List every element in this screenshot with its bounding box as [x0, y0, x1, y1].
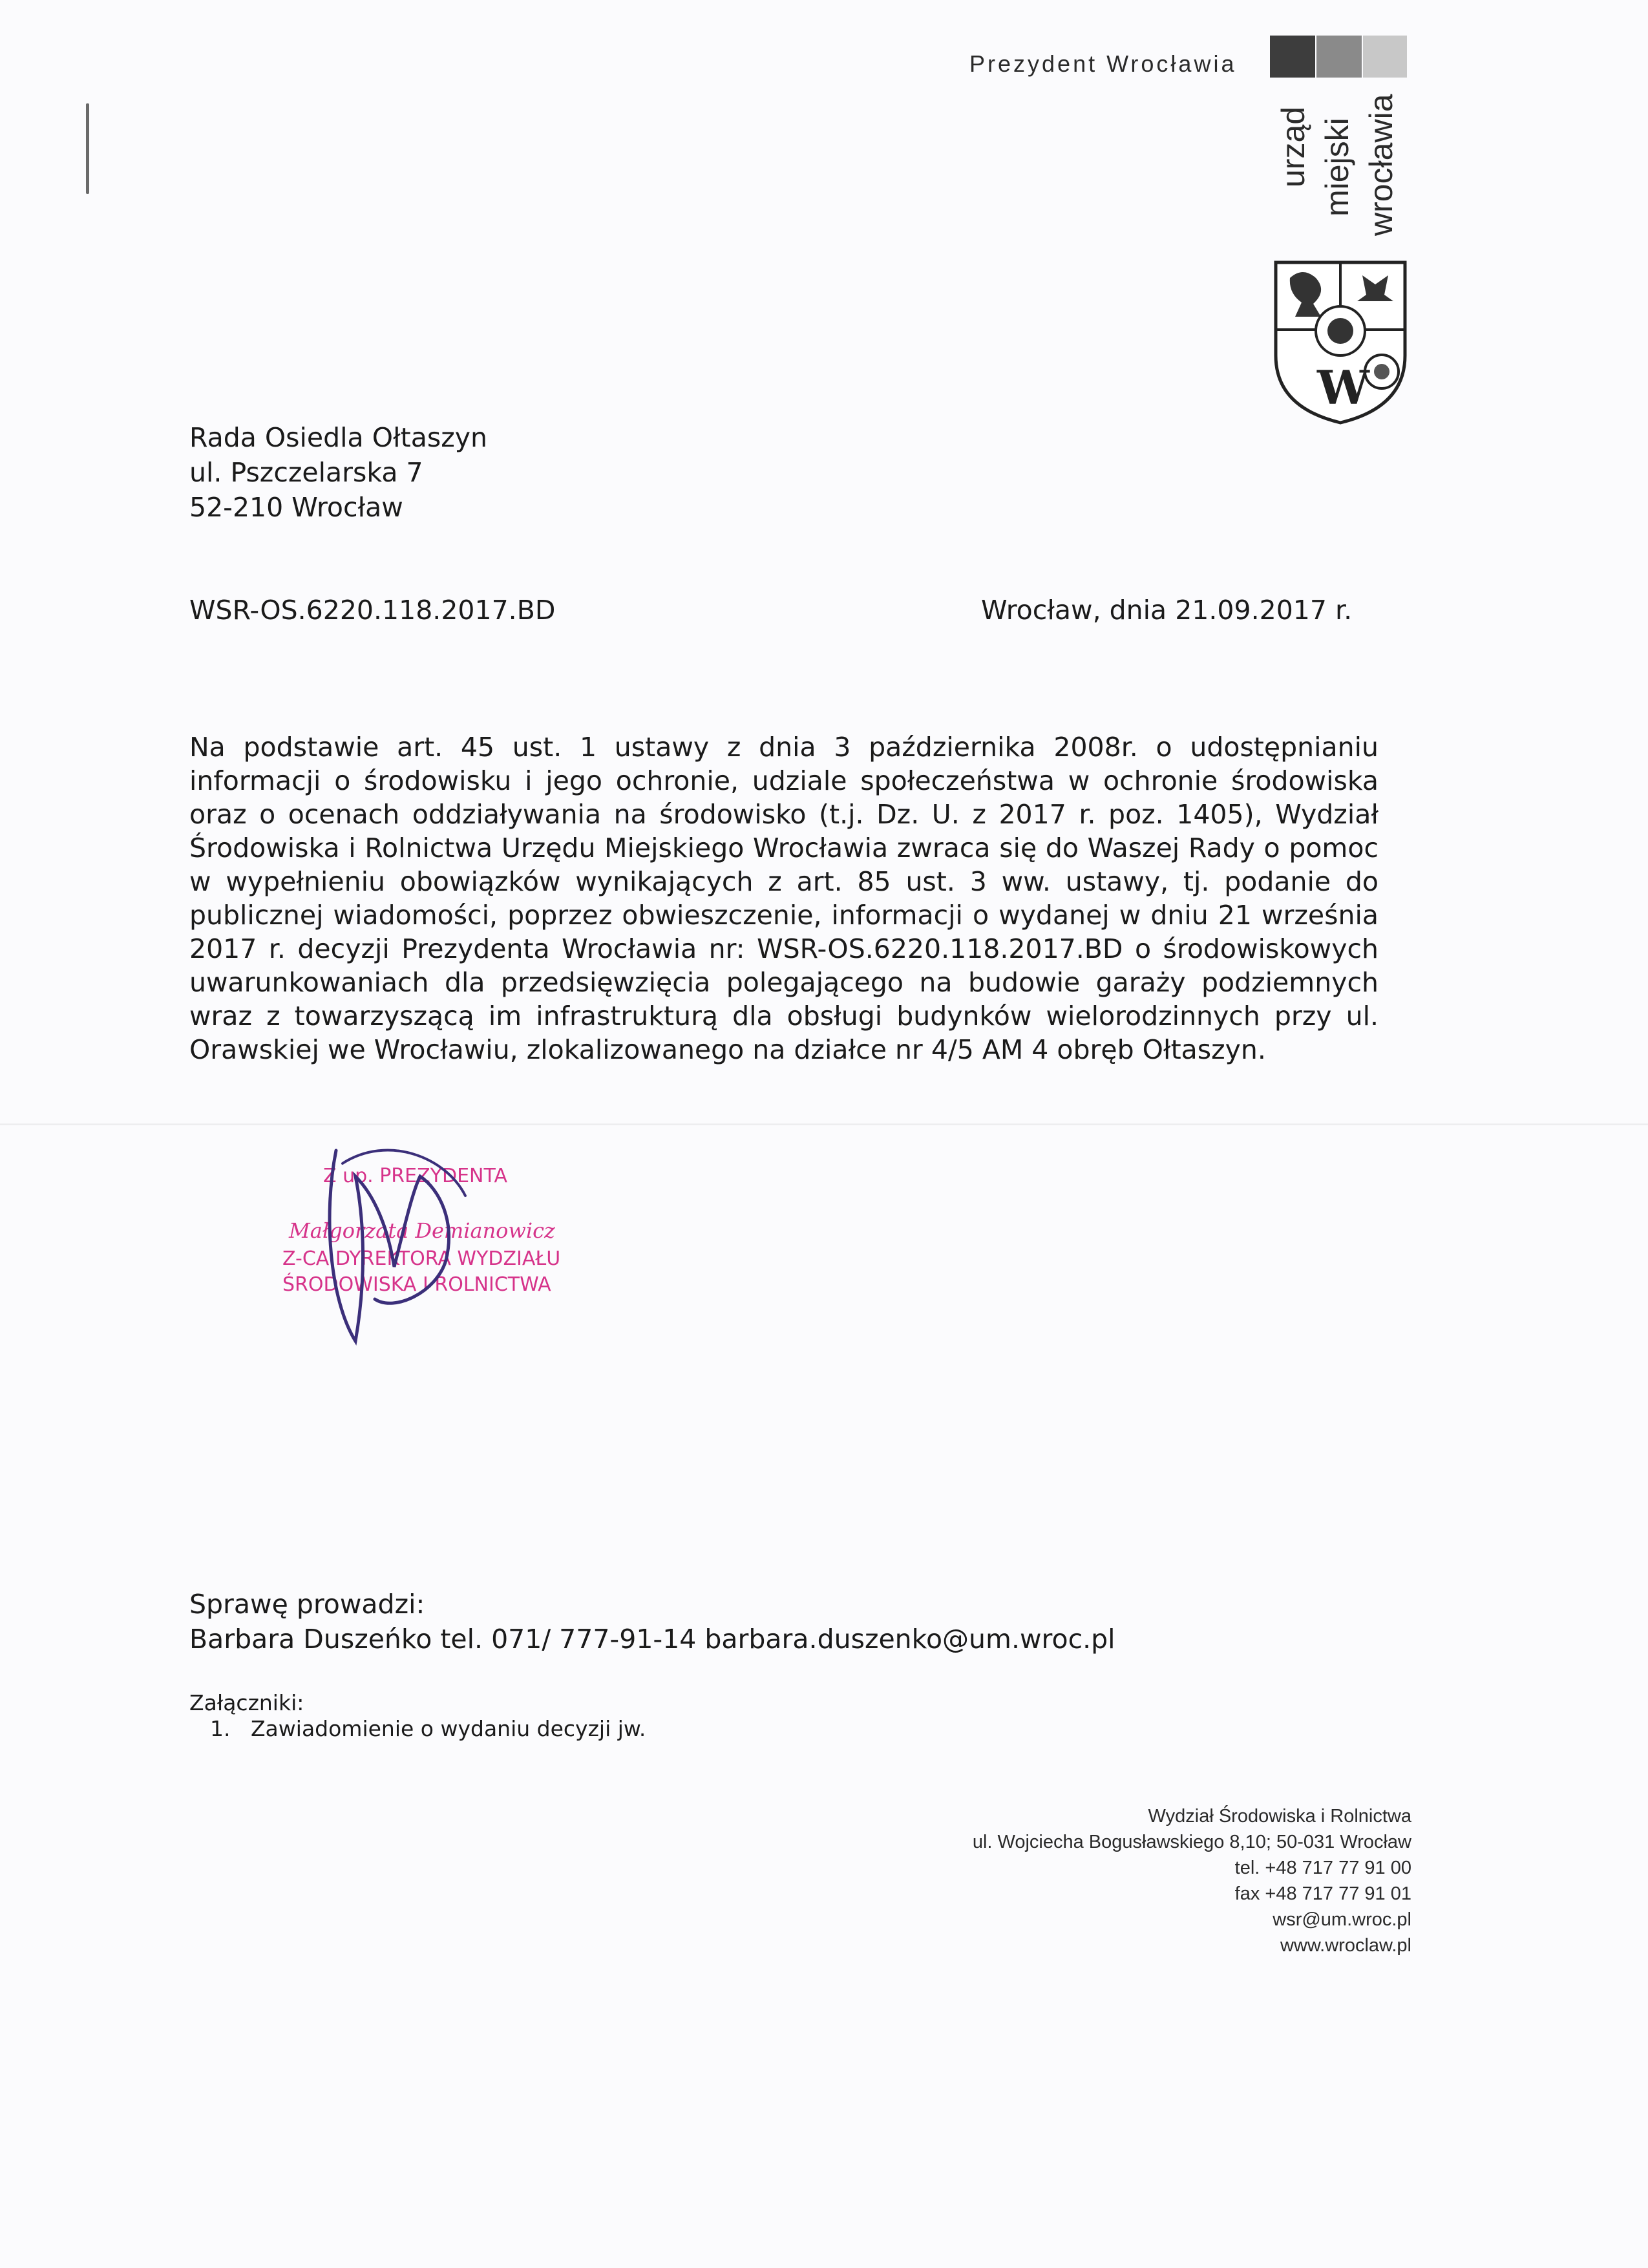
stamp-line-4: ŚRODOWISKA I ROLNICTWA [282, 1273, 551, 1296]
recipient-address [189, 420, 487, 525]
staple-mark [86, 103, 89, 194]
footer-email: wsr@um.wroc.pl [1273, 1909, 1411, 1930]
city-logo-text [1267, 84, 1409, 239]
coat-of-arms-icon [1272, 259, 1409, 427]
logo-line-urzad: urząd [1275, 106, 1311, 187]
handwritten-signature [317, 1138, 485, 1351]
letter-body: Na podstawie art. 45 ust. 1 ustawy z dnia 3 października 2008r. o udostępnianiu informacji o środowisku i jego ochronie, udziale społeczeństwa w ochronie środowiska oraz o ocenach oddziaływania na środowisko (t.j. Dz. U. z 2017 r. poz. 1405), Wydział Środowiska i Rolnictwa Urzędu Miejskiego Wrocławia zwraca się do Waszej Rady o pomoc w wypełnieniu obowiązków wynikających z art. 85 ust. 3 ww. ustawy, tj. podanie do publicznej wiadomości, poprzez obwieszczenie, informacji o wydanej w dniu 21 września 2017 r. decyzji Prezydenta Wrocławia nr: WSR-OS.6220.118.2017.BD o środowiskowych uwarunkowaniach dla przedsięwzięcia polegającego na budowie garaży podziemnych wraz z towarzyszącą im infrastrukturą dla obsługi budynków wielorodzinnych przy ul. Orawskiej we Wrocławiu, zlokalizowanego na działce nr 4/5 AM 4 obręb Ołtaszyn. [189, 732, 1379, 1065]
logo-block-light [1363, 36, 1407, 78]
contact-block [189, 1587, 1115, 1657]
contact-label: Sprawę prowadzi: [189, 1589, 425, 1620]
city-logo-blocks [1270, 36, 1407, 78]
city-coat-of-arms [1272, 259, 1409, 427]
recipient-city: 52-210 Wrocław [189, 492, 403, 523]
logo-line-wroclawia: wrocławia [1363, 94, 1399, 236]
recipient-street: ul. Pszczelarska 7 [189, 457, 423, 488]
logo-line-miejski: miejski [1319, 118, 1355, 217]
footer-www: www.wroclaw.pl [1280, 1935, 1411, 1956]
stamp-line-2: Małgorzata Demianowicz [289, 1218, 555, 1243]
stamp-line-3: Z-CA DYREKTORA WYDZIAŁU [282, 1247, 561, 1270]
recipient-name: Rada Osiedla Ołtaszyn [189, 422, 487, 453]
president-title: Prezydent Wrocławia [969, 50, 1237, 77]
logo-block-mid [1316, 36, 1362, 78]
footer-dept: Wydział Środowiska i Rolnictwa [1148, 1806, 1411, 1827]
stamp-line-1: Z up. PREZYDENTA [323, 1165, 507, 1187]
footer-address: ul. Wojciecha Bogusławskiego 8,10; 50-031 Wrocław [972, 1832, 1411, 1852]
footer-tel: tel. +48 717 77 91 00 [1234, 1858, 1411, 1878]
attachment-item: 1. Zawiadomienie o wydaniu decyzji jw. [210, 1716, 646, 1741]
department-footer [830, 1803, 1411, 1958]
logo-block-dark [1270, 36, 1315, 78]
contact-details: Barbara Duszeńko tel. 071/ 777-91-14 barbara.duszenko@um.wroc.pl [189, 1624, 1115, 1655]
attachments-label: Załączniki: [189, 1690, 304, 1715]
reference-number: WSR-OS.6220.118.2017.BD [189, 595, 556, 626]
date-line: Wrocław, dnia 21.09.2017 r. [981, 595, 1353, 626]
footer-fax: fax +48 717 77 91 01 [1234, 1883, 1411, 1904]
paper-fold-line [0, 1123, 1648, 1125]
crest-letter: W [1317, 360, 1369, 415]
